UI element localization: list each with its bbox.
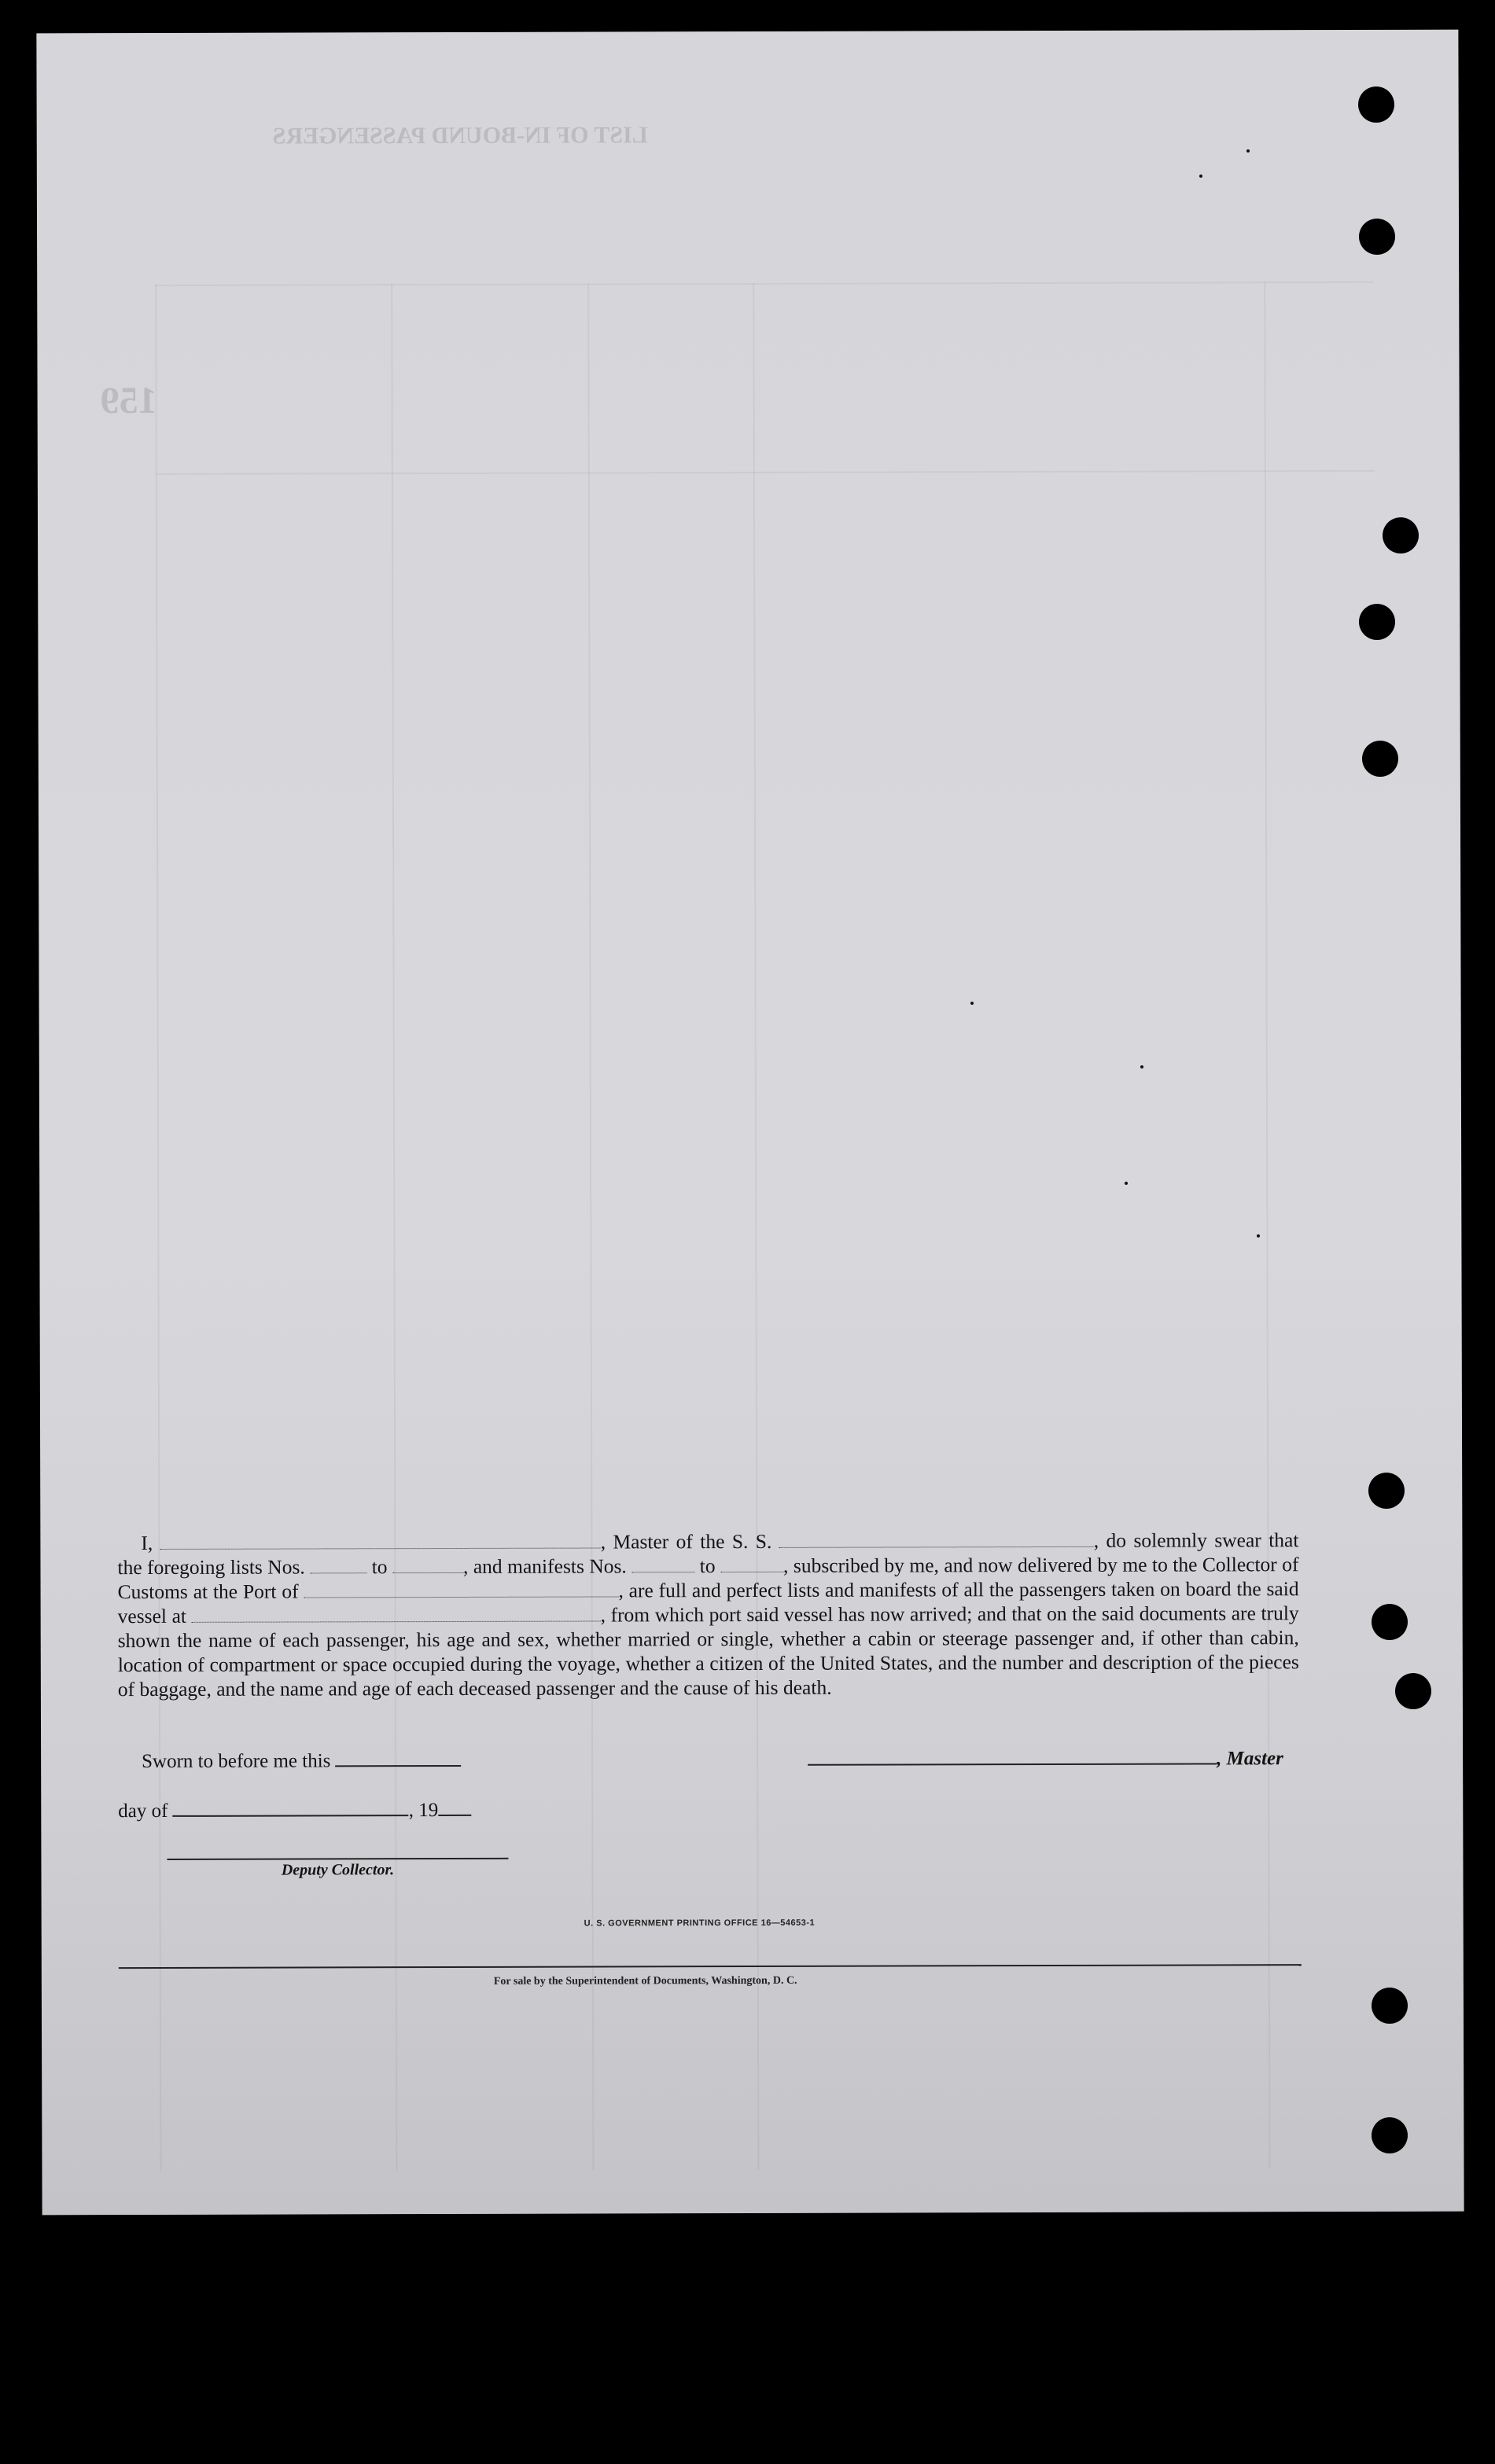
year-line xyxy=(438,1800,471,1816)
master-signature-line xyxy=(808,1749,1217,1765)
speck xyxy=(1257,1234,1260,1238)
list-from-blank xyxy=(310,1557,366,1573)
punch-hole xyxy=(1359,219,1395,255)
speck xyxy=(1125,1182,1128,1185)
sworn-row: Sworn to before me this xyxy=(142,1750,462,1773)
punch-hole xyxy=(1395,1673,1431,1709)
day-of-row: day of , 19 xyxy=(118,1800,471,1822)
departure-port-blank xyxy=(192,1605,601,1623)
for-sale-notice: For sale by the Superintendent of Documents, Washington, D. C. xyxy=(493,1974,797,1988)
ghost-header-title: LIST OF IN-BOUND PASSENGERS xyxy=(272,122,648,149)
punch-hole xyxy=(1372,1988,1408,2024)
manifest-to-blank xyxy=(720,1556,783,1572)
ghost-row-line xyxy=(156,470,1375,475)
ghost-row-line xyxy=(155,281,1374,286)
master-name-blank xyxy=(160,1532,601,1550)
punch-hole xyxy=(1362,741,1398,777)
document-page xyxy=(36,30,1464,2216)
ghost-column-line xyxy=(391,284,397,2171)
deputy-collector-label: Deputy Collector. xyxy=(281,1861,395,1879)
master-signature-row: , Master xyxy=(808,1748,1283,1771)
ghost-column-line xyxy=(155,285,161,2172)
speck xyxy=(970,1002,974,1005)
list-to-blank xyxy=(392,1557,463,1573)
ghost-page-number: 159 xyxy=(100,379,157,422)
ghost-column-line xyxy=(753,283,759,2170)
punch-hole xyxy=(1372,1604,1408,1640)
speck xyxy=(1246,149,1250,153)
speck xyxy=(1199,175,1202,178)
ship-name-blank xyxy=(779,1531,1094,1548)
footer-rule xyxy=(119,1964,1302,1969)
manifest-from-blank xyxy=(632,1556,694,1572)
month-line xyxy=(173,1800,409,1817)
deputy-signature-line xyxy=(167,1841,508,1860)
deputy-collector-block xyxy=(167,1841,508,1880)
port-blank xyxy=(304,1580,618,1598)
punch-hole xyxy=(1368,1473,1405,1509)
sworn-date-line xyxy=(336,1751,462,1767)
punch-hole xyxy=(1358,86,1394,123)
punch-hole xyxy=(1359,604,1395,640)
punch-hole xyxy=(1383,517,1419,553)
ghost-column-line xyxy=(1264,281,1270,2168)
punch-hole xyxy=(1372,2117,1408,2153)
oath-paragraph: I, , Master of the S. S. , do solemnly swear that the foregoing lists Nos. to , and manifests Nos. to , subscribed by me, and now delivered by me to the Collector of Customs at the Port of , are full and perfect lists and manifests of all the passengers taken on board the said vessel at , from which port said vessel has now arrived; and that on the said documents are truly shown the name of each passenger, his age and sex, whether married or single, whether a cabin or steerage passenger and, if other than cabin, location of compartment or space occupied during the voyage, whether a citizen of the United States, and the number and description of the pieces of baggage, and the name and age of each deceased passenger and the cause of his death. xyxy=(117,1528,1299,1701)
ghost-column-line xyxy=(587,284,594,2171)
speck xyxy=(1140,1065,1143,1068)
printing-office-imprint: U. S. GOVERNMENT PRINTING OFFICE 16—54653-1 xyxy=(584,1918,816,1929)
